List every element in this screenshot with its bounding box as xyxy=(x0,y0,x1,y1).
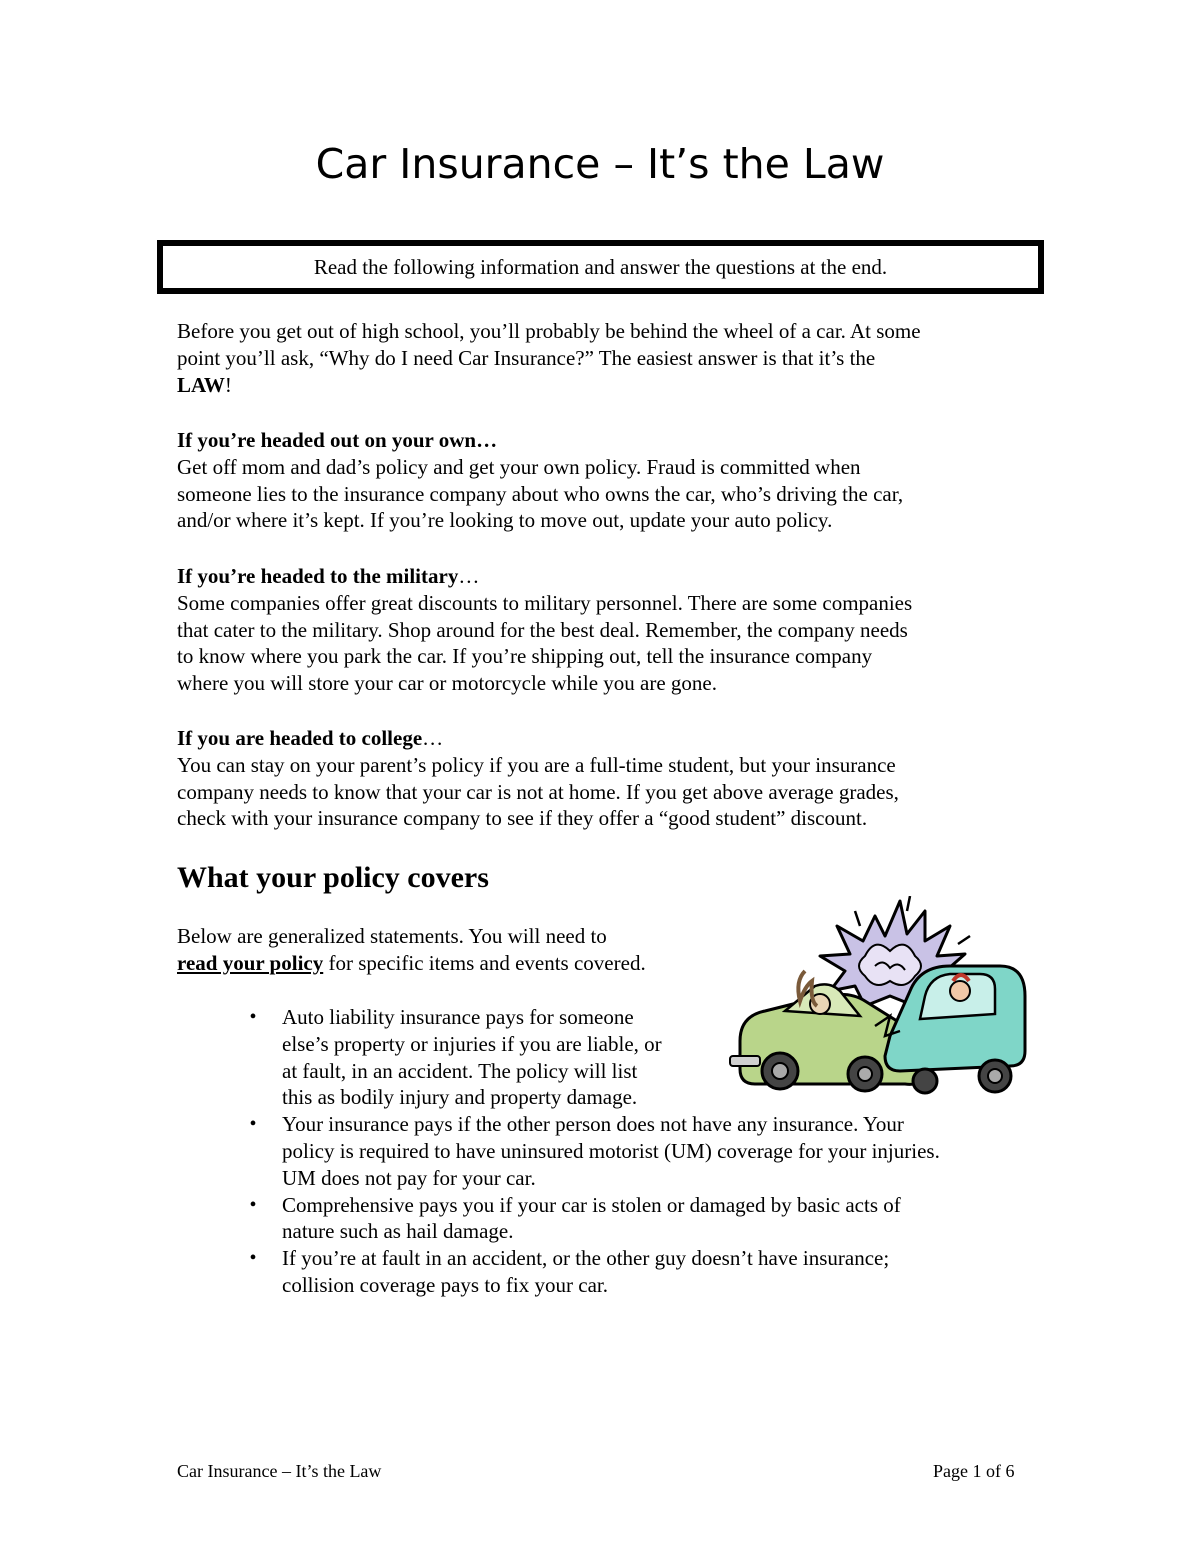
bullet-line: this as bodily injury and property damage. xyxy=(282,1085,638,1110)
bullet-line: Your insurance pays if the other person does not have any insurance. Your xyxy=(282,1112,904,1137)
college-ellipsis: … xyxy=(422,726,444,750)
military-ellipsis: … xyxy=(458,564,480,588)
military-section xyxy=(177,563,1037,697)
college-line: You can stay on your parent’s policy if you are a full-time student, but your insurance xyxy=(177,752,896,777)
own-line: Get off mom and dad’s policy and get your own policy. Fraud is committed when xyxy=(177,454,861,479)
college-line: company needs to know that your car is not at home. If you get above average grades, xyxy=(177,779,899,804)
law-word: LAW xyxy=(177,372,225,397)
list-item xyxy=(243,1245,1043,1299)
covers-intro xyxy=(177,923,717,977)
bullet-line: nature such as hail damage. xyxy=(282,1219,514,1244)
military-line: Some companies offer great discounts to military personnel. There are some companies xyxy=(177,590,913,615)
read-your-policy-link: read your policy xyxy=(177,950,324,975)
covers-intro-line xyxy=(177,950,717,977)
college-section xyxy=(177,725,1037,832)
instructions-box xyxy=(157,240,1044,294)
bullet-line: policy is required to have uninsured motorist (UM) coverage for your injuries. xyxy=(282,1138,940,1163)
instructions-text: Read the following information and answer the questions at the end. xyxy=(313,255,888,279)
footer-page-number: Page 1 of 6 xyxy=(933,1461,1015,1481)
military-line: to know where you park the car. If you’re shipping out, tell the insurance company xyxy=(177,644,873,669)
own-line: and/or where it’s kept. If you’re looking to move out, update your auto policy. xyxy=(177,508,833,533)
intro-line: point you’ll ask, “Why do I need Car Insurance?” The easiest answer is that it’s the xyxy=(177,345,876,370)
bullet-line: else’s property or injuries if you are liable, or xyxy=(282,1031,662,1056)
bullet-line: Comprehensive pays you if your car is stolen or damaged by basic acts of xyxy=(282,1192,901,1217)
bullet-icon: • xyxy=(249,1193,257,1216)
covers-heading: What your policy covers xyxy=(177,861,489,894)
bullet-line: If you’re at fault in an accident, or the other guy doesn’t have insurance; xyxy=(282,1246,890,1271)
list-item xyxy=(243,1192,1043,1246)
military-line: where you will store your car or motorcycle while you are gone. xyxy=(177,671,717,696)
intro-line: Before you get out of high school, you’ll probably be behind the wheel of a car. At some xyxy=(177,319,921,343)
own-section xyxy=(177,427,1037,534)
bullet-line: at fault, in an accident. The policy will list xyxy=(282,1058,638,1083)
bullet-icon: • xyxy=(249,1006,257,1028)
intro-paragraph xyxy=(177,318,1037,398)
college-heading-text: If you are headed to college xyxy=(177,726,423,750)
bullet-icon: • xyxy=(249,1113,257,1136)
law-punct: ! xyxy=(224,372,232,397)
college-line: check with your insurance company to see if they offer a “good student” discount. xyxy=(177,806,868,831)
covers-intro-rest: for specific items and events covered. xyxy=(323,950,646,975)
bullet-line: collision coverage pays to fix your car. xyxy=(282,1272,608,1297)
bullet-line: Auto liability insurance pays for someone xyxy=(282,1005,634,1029)
bullet-icon: • xyxy=(249,1247,257,1270)
covers-intro-line: Below are generalized statements. You will need to xyxy=(177,924,607,948)
bullet-line: UM does not pay for your car. xyxy=(282,1165,536,1190)
military-line: that cater to the military. Shop around for the best deal. Remember, the company needs xyxy=(177,617,908,642)
page-title: Car Insurance – It’s the Law xyxy=(315,140,885,188)
own-heading: If you’re headed out on your own… xyxy=(177,428,498,452)
own-line: someone lies to the insurance company about who owns the car, who’s driving the car, xyxy=(177,481,904,506)
military-heading-text: If you’re headed to the military xyxy=(177,564,459,588)
list-item xyxy=(243,1111,1043,1191)
military-heading xyxy=(177,563,1037,590)
footer-title: Car Insurance – It’s the Law xyxy=(177,1461,382,1481)
intro-line xyxy=(177,372,1037,399)
college-heading xyxy=(177,725,1037,752)
car-crash-clipart-icon xyxy=(725,896,1030,1096)
